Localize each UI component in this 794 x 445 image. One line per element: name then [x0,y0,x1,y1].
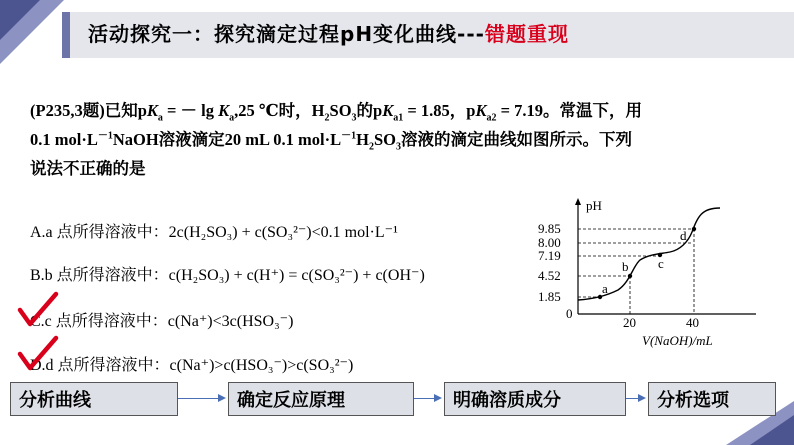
option-b[interactable]: B.b 点所得溶液中：c(H₂SO₃) + c(H⁺) = c(SO₃²⁻) + c(OH⁻) [30,267,425,284]
y-tick-label: 9.85 [538,221,561,236]
slide-title [88,18,569,47]
flow-step-analyze-curve: 分析曲线 [10,382,178,416]
titration-curve-graph [530,196,780,356]
title-accent-stripe [62,12,70,58]
flow-step-analyze-options: 分析选项 [648,382,776,416]
y-tick-label: 0 [566,306,573,321]
point-d [692,227,696,231]
question-line-3: 说法不正确的是 [30,159,146,178]
y-tick-label: 4.52 [538,268,561,283]
flow-step-solute-composition: 明确溶质成分 [444,382,626,416]
flow-arrow-icon [178,398,224,399]
x-axis-label: V(NaOH)/mL [642,333,713,348]
x-tick-label: 20 [623,315,636,330]
point-label-b: b [622,259,629,274]
option-c[interactable]: C.c 点所得溶液中：c(Na⁺)<3c(HSO₃⁻) [30,313,294,330]
slide-title-accent: 错题重现 [484,22,569,46]
option-d[interactable]: D.d 点所得溶液中：c(Na⁺)>c(HSO₃⁻)>c(SO₃²⁻) [30,357,354,374]
titration-curve [578,208,720,300]
slide-title-main: 活动探究一：探究滴定过程pH变化曲线--- [88,22,485,46]
flow-arrow-icon [414,398,440,399]
option-a[interactable]: A.a 点所得溶液中：2c(H₂SO₃) + c(SO₃²⁻)<0.1 mol·L⁻¹ [30,224,398,241]
flow-step-reaction-principle: 确定反应原理 [228,382,414,416]
y-tick-label: 7.19 [538,248,561,263]
corner-decoration-top-left [0,0,64,64]
y-axis-arrow [575,198,581,205]
y-tick-label: 1.85 [538,289,561,304]
x-tick-label: 40 [686,315,699,330]
y-tick-label: 8.00 [538,235,561,250]
point-label-c: c [658,256,664,271]
question-text [30,96,785,183]
point-b [628,274,632,278]
check-mark-icon [16,334,60,374]
y-axis-label: pH [586,198,602,213]
point-label-a: a [602,281,608,296]
flow-arrow-icon [626,398,644,399]
check-mark-icon [16,290,60,330]
question-line-2: 0.1 $mol\cdot L^{-1}NaOH$溶液滴定20 mL 0.1 $mol\cdot L^{-1}H_2SO_3$溶液的滴定曲线如图所示。下列 [30,130,632,153]
question-line-1: (P235,3题)已知$pK_a$ = － $\lg K_a,25$ ℃时，$H_2SO_3$的$pK_{a1} = 1.85$，$pK_{a2} = 7.19$。常温下，用 [30,101,642,124]
point-label-d: d [680,228,687,243]
